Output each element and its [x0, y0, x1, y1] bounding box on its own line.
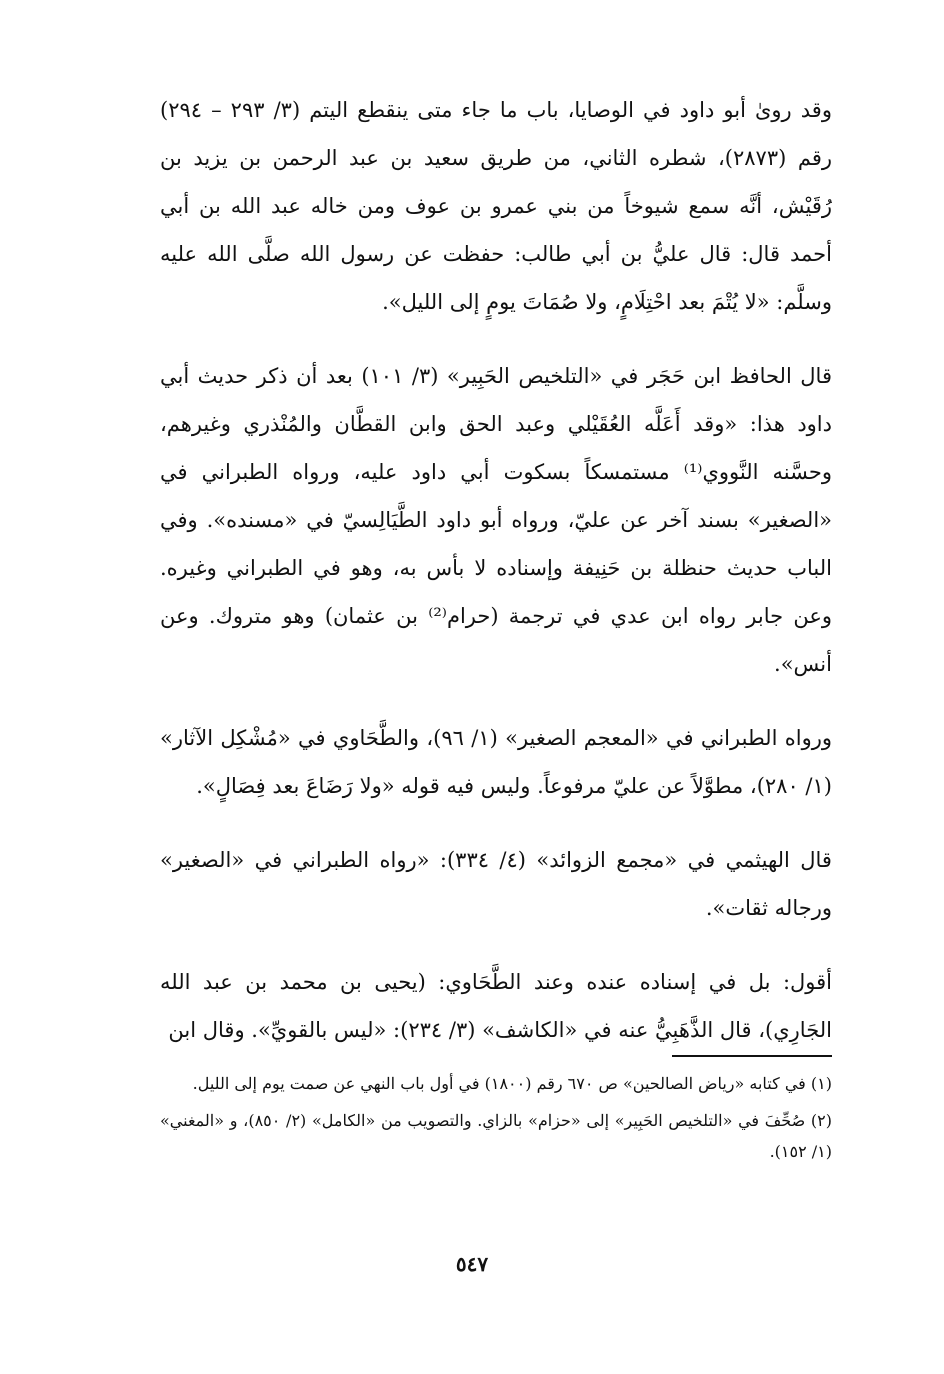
- paragraph-author-comment: أقول: بل في إسناده عنده وعند الطَّحَاوي: (يحيى بن محمد بن عبد الله الجَارِي)، قال الذَّهَبِيُّ عنه في «الكاشف» (٣/ ٢٣٤): «ليس بالقويِّ». وقال ابن: [160, 970, 832, 1042]
- paragraph-ibn-hajar-quote: قال الحافظ ابن حَجَر في «التلخيص الحَبِير» (٣/ ١٠١) بعد أن ذكر حديث أبي داود هذا: «وقد أَعَلَّه العُقَيْلي وعبد الحق وابن القطَّان والمُنْذري وغيرهم، وحسَّنه النَّووي⁽¹⁾ مستمسكاً بسكوت أبي داود عليه، ورواه الطبراني في «الصغير» بسند آخر عن عليّ، ورواه أبو داود الطَّيَالِسيّ في «مسنده». وفي الباب حديث حنظلة بن حَنِيفة وإسناده لا بأس به، وهو في الطبراني وغيره. وعن جابر رواه ابن عدي في ترجمة (حرام⁽²⁾ بن عثمان) وهو متروك. وعن أنس».: [160, 364, 832, 676]
- footnote-2: (٢) صُحِّفَ في «التلخيص الحَبِير» إلى «حزام» بالزاي. والتصويب من «الكامل» (٢/ ٨٥٠)، و «المغني» (١/ ١٥٢).: [160, 1111, 832, 1161]
- paragraph-haythami: قال الهيثمي في «مجمع الزوائد» (٤/ ٣٣٤): «رواه الطبراني في «الصغير» ورجاله ثقات».: [160, 848, 832, 920]
- main-text: [160, 86, 832, 1054]
- footnote-divider: [672, 1055, 832, 1057]
- footnotes: [160, 1068, 832, 1173]
- paragraph-tabarani-tahawi: ورواه الطبراني في «المعجم الصغير» (١/ ٩٦)، والطَّحَاوي في «مُشْكِل الآثار» (١/ ٢٨٠)، مطوَّلاً عن عليّ مرفوعاً. وليس فيه قوله «ولا رَضَاعَ بعد فِصَالٍ».: [160, 726, 832, 798]
- paragraph-abu-dawud-narration: وقد روىٰ أبو داود في الوصايا، باب ما جاء متى ينقطع اليتم (٣/ ٢٩٣ – ٢٩٤) رقم (٢٨٧٣)، شطره الثاني، من طريق سعيد بن عبد الرحمن بن يزيد بن رُقَيْش، أنَّه سمع شيوخاً من بني عمرو بن عوف ومن خاله عبد الله بن أبي أحمد قال: قال عليُّ بن أبي طالب: حفظت عن رسول الله صلَّى الله عليه وسلَّم: «لا يُتْمَ بعد احْتِلَامٍ، ولا صُمَاتَ يومٍ إلى الليل».: [160, 98, 832, 314]
- page-number: ٥٤٧: [455, 1252, 489, 1276]
- footnote-1: (١) في كتابه «رياض الصالحين» ص ٦٧٠ رقم (١٨٠٠) في أول باب النهي عن صمت يوم إلى الليل.: [192, 1074, 832, 1093]
